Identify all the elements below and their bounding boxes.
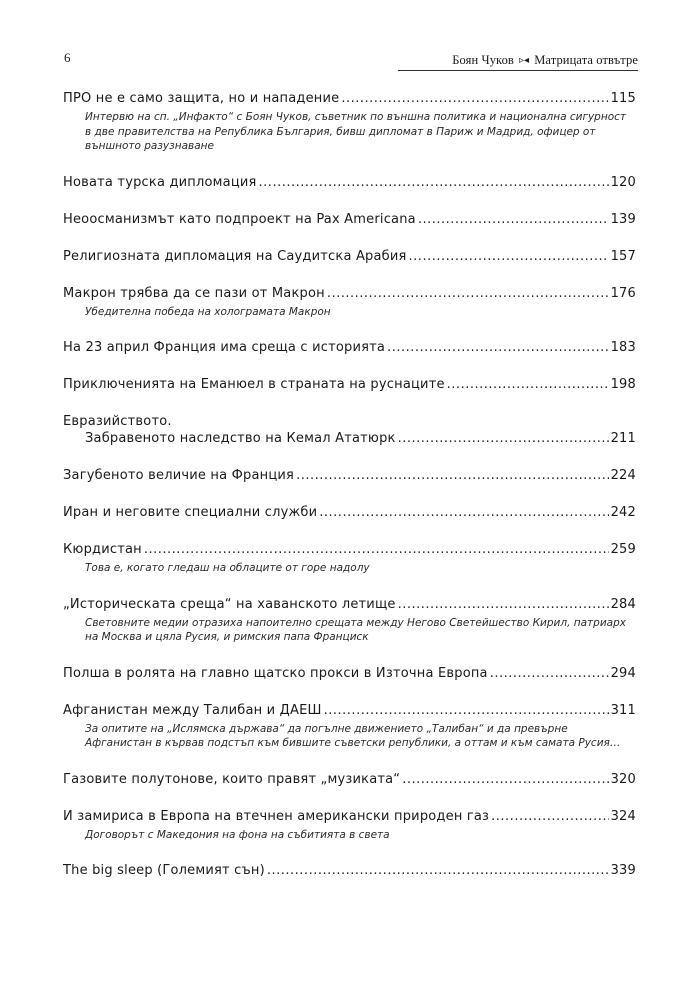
toc-entry[interactable] [63, 808, 636, 843]
toc-entry[interactable] [63, 596, 636, 645]
dot-leader [267, 862, 609, 879]
dot-leader [387, 339, 609, 356]
dot-leader [324, 702, 609, 719]
toc-entry[interactable] [63, 665, 636, 682]
dot-leader [490, 665, 609, 682]
toc-entry[interactable] [63, 285, 636, 320]
dot-leader [491, 808, 608, 825]
toc-title: Полша в ролята на главно щатско прокси в Източна Европа [63, 665, 488, 681]
page-number: 6 [64, 50, 71, 65]
toc-entry[interactable] [63, 211, 636, 228]
dot-leader [296, 467, 609, 484]
dot-leader [144, 541, 609, 558]
toc-title: И замириса в Европа на втечнен американски природен газ [63, 808, 490, 824]
toc-entry[interactable] [63, 174, 636, 191]
toc-entry[interactable] [63, 376, 636, 393]
toc-title: Афганистан между Талибан и ДАЕШ [63, 702, 322, 718]
dot-leader [402, 771, 608, 788]
toc-title: Загубеното величие на Франция [63, 468, 295, 483]
toc-entry[interactable] [63, 702, 636, 751]
toc-description: Световните медии отразиха напоително срещата между Негово Светейшество Кирил, патриарх на Москва и цяла Русия, и римския папа Франциск [85, 616, 626, 643]
dot-leader [319, 504, 608, 521]
toc-entry[interactable] [63, 541, 636, 576]
toc-title: The big sleep (Големият сън) [63, 863, 265, 878]
toc-page: 183 [610, 340, 636, 355]
dot-leader [398, 430, 609, 447]
toc-page: 284 [610, 596, 636, 612]
toc-entry[interactable] [63, 339, 636, 356]
dot-leader [259, 174, 609, 191]
dot-leader [447, 376, 609, 393]
running-header [452, 53, 638, 68]
toc-title: Приключенията на Еманюел в страната на руснаците [63, 377, 445, 392]
dot-leader [418, 211, 609, 228]
toc-title: Неоосманизмът като подпроект на Pax Americana [63, 211, 416, 227]
table-of-contents [63, 90, 636, 899]
toc-entry[interactable] [63, 413, 636, 447]
toc-entry[interactable] [63, 467, 636, 484]
toc-title: Кюрдистан [63, 542, 142, 557]
toc-title: Забравеното наследство на Кемал Ататюрк [85, 431, 396, 446]
page-header [0, 0, 700, 80]
toc-page: 339 [610, 863, 636, 878]
book-title: Матрицата отвътре [534, 53, 638, 67]
toc-title: Религиозната дипломация на Саудитска Арабия [63, 248, 407, 264]
dot-leader [398, 596, 609, 613]
toc-page: 120 [610, 174, 636, 190]
toc-page: 211 [610, 431, 636, 446]
toc-entry[interactable] [63, 862, 636, 879]
toc-description: За опитите на „Ислямска държава“ да погълне движението „Талибан“ и да превърне Афганистан в кървав подстъп към бившите съветски републики, а оттам и към самата Русия… [85, 722, 621, 749]
toc-page: 320 [610, 771, 636, 787]
dot-leader [341, 90, 608, 107]
toc-description: Договорът с Македония на фона на събитията в света [85, 828, 390, 841]
toc-page: 224 [610, 468, 636, 483]
toc-page: 242 [610, 505, 636, 520]
toc-description: Интервю на сп. „Инфакто“ с Боян Чуков, съветник по външна политика и национална сигурност в две правителства на Република България, бивш дипломат в Париж и Мадрид, офицер от външното разузнаване [85, 111, 627, 152]
toc-page: 157 [610, 248, 636, 264]
toc-title: На 23 април Франция има среща с историята [63, 340, 386, 355]
author-name: Боян Чуков [452, 53, 514, 67]
toc-page: 294 [610, 665, 636, 681]
toc-description: Това е, когато гледаш на облаците от горе надолу [85, 562, 370, 574]
header-rule [398, 70, 638, 71]
dot-leader [327, 285, 609, 302]
toc-title: Газовите полутонове, които правят „музиката“ [63, 771, 401, 787]
toc-page: 176 [610, 285, 636, 301]
toc-entry[interactable] [63, 248, 636, 265]
toc-description: Убедителна победа на холограмата Макрон [85, 305, 331, 318]
toc-title-line1: Евразийството. [63, 414, 172, 429]
toc-page: 324 [610, 808, 636, 824]
toc-page: 259 [610, 542, 636, 557]
separator-glyph: ▹◂ [518, 55, 530, 66]
toc-title: Иран и неговите специални служби [63, 505, 318, 520]
toc-page: 198 [610, 377, 636, 392]
toc-page: 139 [610, 211, 636, 227]
toc-title: Новата турска дипломация [63, 174, 257, 190]
dot-leader [409, 248, 609, 265]
toc-entry[interactable] [63, 90, 636, 154]
toc-entry[interactable] [63, 504, 636, 521]
toc-page: 311 [610, 702, 636, 718]
toc-page: 115 [610, 91, 636, 106]
toc-title: ПРО не е само защита, но и нападение [63, 91, 340, 106]
toc-entry[interactable] [63, 771, 636, 788]
toc-title: „Историческата среща“ на хаванското летище [63, 596, 396, 612]
toc-title: Макрон трябва да се пази от Макрон [63, 285, 325, 301]
